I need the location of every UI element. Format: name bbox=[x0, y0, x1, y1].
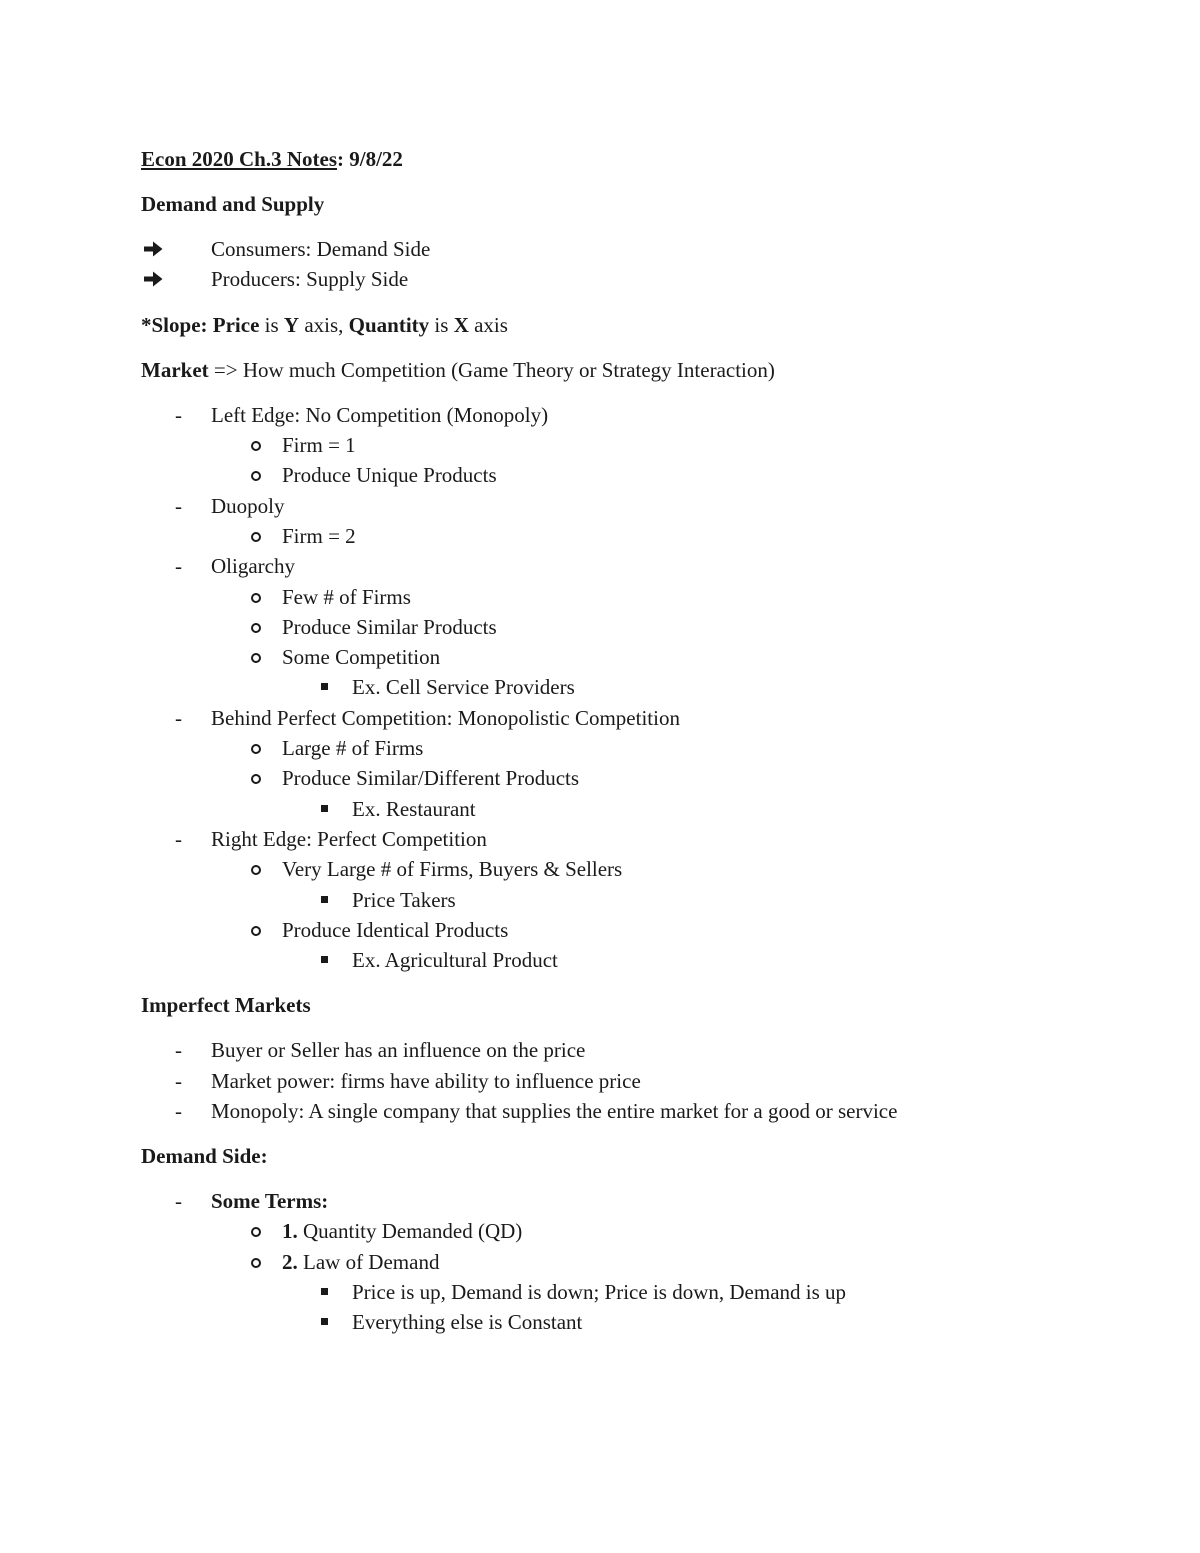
list-item: - Some Terms: bbox=[141, 1186, 1101, 1216]
list-item: Produce Similar Products bbox=[141, 612, 1101, 642]
section-heading-imperfect-markets: Imperfect Markets bbox=[141, 993, 311, 1018]
filled-square-bullet bbox=[321, 683, 328, 690]
list-item: Price Takers bbox=[141, 885, 1101, 915]
dash-bullet: - bbox=[175, 1189, 182, 1214]
dash-bullet: - bbox=[175, 493, 182, 518]
hollow-circle-bullet bbox=[251, 623, 261, 633]
list-item: Price is up, Demand is down; Price is down, Demand is up bbox=[141, 1277, 1101, 1307]
market-structures-list bbox=[141, 400, 1101, 976]
list-item: 1. Quantity Demanded (QD) bbox=[141, 1216, 1101, 1246]
dash-bullet: - bbox=[175, 826, 182, 851]
list-item: Produce Similar/Different Products bbox=[141, 763, 1101, 793]
list-item: - Buyer or Seller has an influence on the price bbox=[141, 1035, 1101, 1065]
list-item: 2. Law of Demand bbox=[141, 1247, 1101, 1277]
section-heading-demand-supply: Demand and Supply bbox=[141, 192, 325, 217]
hollow-circle-bullet bbox=[251, 926, 261, 936]
list-item: - Oligarchy bbox=[141, 551, 1101, 581]
hollow-circle-bullet bbox=[251, 593, 261, 603]
hollow-circle-bullet bbox=[251, 1227, 261, 1237]
list-item: Very Large # of Firms, Buyers & Sellers bbox=[141, 854, 1101, 884]
right-arrow-icon bbox=[143, 264, 165, 303]
hollow-circle-bullet bbox=[251, 865, 261, 875]
market-line: Market => How much Competition (Game Theory or Strategy Interaction) bbox=[141, 357, 775, 382]
list-item: Ex. Agricultural Product bbox=[141, 945, 1101, 975]
list-item: Produce Unique Products bbox=[141, 460, 1101, 490]
dash-bullet: - bbox=[175, 402, 182, 427]
list-item: Produce Identical Products bbox=[141, 915, 1101, 945]
section-heading-demand-side: Demand Side: bbox=[141, 1143, 268, 1168]
title-date: : 9/8/22 bbox=[337, 147, 403, 171]
filled-square-bullet bbox=[321, 1318, 328, 1325]
list-item: - Left Edge: No Competition (Monopoly) bbox=[141, 400, 1101, 430]
list-item: - Monopoly: A single company that supplies the entire market for a good or service bbox=[141, 1096, 1101, 1126]
dash-bullet: - bbox=[175, 1038, 182, 1063]
dash-bullet: - bbox=[175, 1068, 182, 1093]
list-item: - Market power: firms have ability to influence price bbox=[141, 1066, 1101, 1096]
list-item bbox=[141, 264, 1101, 294]
hollow-circle-bullet bbox=[251, 532, 261, 542]
list-item: Firm = 1 bbox=[141, 430, 1101, 460]
list-item-text: Producers: Supply Side bbox=[211, 267, 409, 292]
hollow-circle-bullet bbox=[251, 1258, 261, 1268]
list-item: Ex. Restaurant bbox=[141, 794, 1101, 824]
filled-square-bullet bbox=[321, 1288, 328, 1295]
title-main: Econ 2020 Ch.3 Notes bbox=[141, 147, 338, 171]
list-item: Some Competition bbox=[141, 642, 1101, 672]
list-item-text: Consumers: Demand Side bbox=[211, 237, 431, 262]
filled-square-bullet bbox=[321, 956, 328, 963]
hollow-circle-bullet bbox=[251, 774, 261, 784]
hollow-circle-bullet bbox=[251, 471, 261, 481]
list-item bbox=[141, 234, 1101, 264]
list-item: Ex. Cell Service Providers bbox=[141, 672, 1101, 702]
page-title bbox=[141, 144, 1101, 174]
list-item: - Duopoly bbox=[141, 491, 1101, 521]
list-item: Firm = 2 bbox=[141, 521, 1101, 551]
filled-square-bullet bbox=[321, 805, 328, 812]
hollow-circle-bullet bbox=[251, 653, 261, 663]
dash-bullet: - bbox=[175, 554, 182, 579]
dash-bullet: - bbox=[175, 705, 182, 730]
hollow-circle-bullet bbox=[251, 744, 261, 754]
list-item: Everything else is Constant bbox=[141, 1307, 1101, 1337]
filled-square-bullet bbox=[321, 896, 328, 903]
hollow-circle-bullet bbox=[251, 441, 261, 451]
list-item: - Behind Perfect Competition: Monopolistic Competition bbox=[141, 703, 1101, 733]
list-item: Few # of Firms bbox=[141, 582, 1101, 612]
slope-line: *Slope: Price is Y axis, Quantity is X axis bbox=[141, 312, 508, 337]
list-item: - Right Edge: Perfect Competition bbox=[141, 824, 1101, 854]
list-item: Large # of Firms bbox=[141, 733, 1101, 763]
document-page bbox=[141, 144, 1101, 1338]
dash-bullet: - bbox=[175, 1098, 182, 1123]
